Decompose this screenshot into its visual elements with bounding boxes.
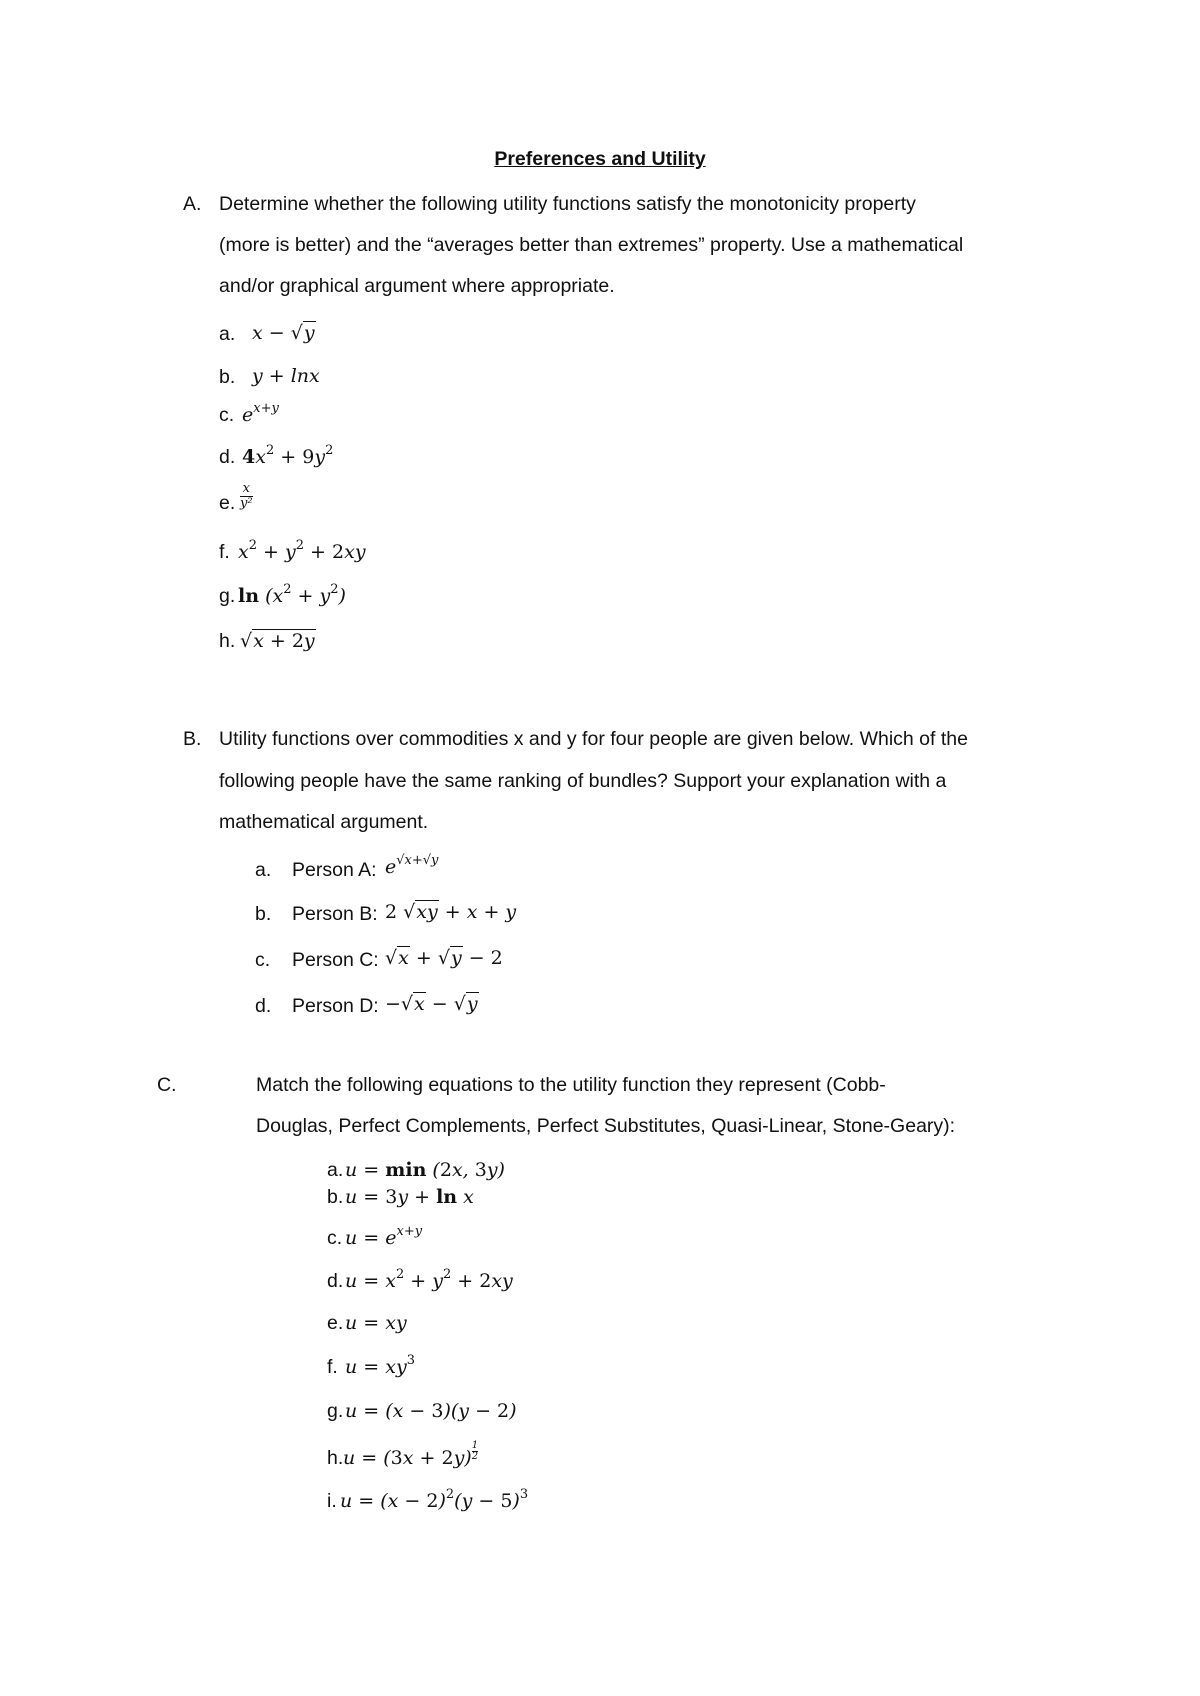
section-a-line-1: Determine whether the following utility functions satisfy the monotonicity property xyxy=(219,193,916,215)
section-c-item-f-expr: $u = xy^3$ xyxy=(345,1353,415,1378)
section-a-item-e-label: e. xyxy=(219,492,236,514)
section-b-item-b-expr: 2 √xy + x + y xyxy=(385,901,517,923)
section-a-item-b-expr: y + lnx xyxy=(252,365,320,387)
section-c-item-e-label: e. xyxy=(327,1312,344,1334)
section-c-item-e-expr: u = xy xyxy=(345,1312,407,1334)
section-c-item-c-expr: $u = e^{x+y}$ xyxy=(345,1224,423,1249)
section-c-item-a-expr: u = min (2x, 3y) xyxy=(345,1159,505,1181)
section-b-item-b-person: Person B: xyxy=(292,903,378,925)
section-b-item-d-person: Person D: xyxy=(292,995,379,1017)
section-c-item-g-label: g. xyxy=(327,1400,344,1422)
section-a-item-c-label: c. xyxy=(219,404,235,426)
section-b-item-c-expr: √x + √y − 2 xyxy=(385,947,503,969)
section-b-marker: B. xyxy=(183,728,202,750)
section-c-item-c-label: c. xyxy=(327,1227,343,1249)
section-a-item-d-label: d. xyxy=(219,446,236,468)
section-a-item-a-expr: x − √y xyxy=(252,322,315,344)
section-a-item-c-expr: $e^{x+y}$ xyxy=(242,401,279,426)
section-a-item-h-label: h. xyxy=(219,630,236,652)
section-c-item-d-expr: $u = x^2 + y^2 + 2xy$ xyxy=(345,1267,513,1292)
section-a-item-f-expr: $x^2 + y^2 + 2xy$ xyxy=(238,538,366,563)
section-b-item-d-expr: −√x − √y xyxy=(385,993,478,1015)
page-title: Preferences and Utility xyxy=(494,148,706,170)
section-b-line-3: mathematical argument. xyxy=(219,811,429,833)
section-a-marker: A. xyxy=(183,193,202,215)
section-c-item-i-expr: $u = (x - 2)^2(y - 5)^3$ xyxy=(340,1487,529,1512)
section-c-item-f-label: f. xyxy=(327,1356,338,1378)
section-a-item-g-label: g. xyxy=(219,585,236,607)
section-a-item-h-expr: √x + 2y xyxy=(240,630,315,652)
section-b-line-1: Utility functions over commodities x and y for four people are given below. Which of the xyxy=(219,728,968,750)
section-a-item-b-label: b. xyxy=(219,366,236,388)
section-c-line-1: Match the following equations to the utility function they represent (Cobb- xyxy=(256,1074,886,1096)
section-c-item-g-expr: u = (x − 3)(y − 2) xyxy=(345,1400,517,1422)
section-a-item-g-expr: $\ln (x^2 + y^2)$ xyxy=(238,582,346,607)
section-a-line-2: (more is better) and the “averages better than extremes” property. Use a mathematical xyxy=(219,234,964,256)
section-c-item-b-expr: u = 3y + ln x xyxy=(345,1186,474,1208)
section-b-item-a-person: Person A: xyxy=(292,859,377,881)
section-b-item-c-person: Person C: xyxy=(292,949,379,971)
section-b-item-a-expr: $e^{√x+√y}$ xyxy=(385,853,439,878)
section-b-item-c-label: c. xyxy=(255,949,271,971)
section-a-item-a-label: a. xyxy=(219,323,236,345)
section-c-item-h-label: h. xyxy=(327,1447,344,1469)
section-c-marker: C. xyxy=(157,1074,177,1096)
section-b-item-d-label: d. xyxy=(255,995,272,1017)
section-c-line-2: Douglas, Perfect Complements, Perfect Substitutes, Quasi-Linear, Stone-Geary): xyxy=(256,1115,956,1137)
section-b-item-b-label: b. xyxy=(255,903,272,925)
section-a-item-d-expr: $4x^2 + 9y^2$ xyxy=(242,443,334,468)
section-c-item-d-label: d. xyxy=(327,1270,344,1292)
section-c-item-b-label: b. xyxy=(327,1186,344,1208)
section-c-item-a-label: a. xyxy=(327,1159,344,1181)
section-b-item-a-label: a. xyxy=(255,859,272,881)
section-a-item-e-expr: $\frac{x}{\text{y²}}$ xyxy=(240,481,253,511)
section-a-item-f-label: f. xyxy=(219,541,230,563)
section-c-item-i-label: i. xyxy=(327,1490,337,1512)
section-a-line-3: and/or graphical argument where appropriate. xyxy=(219,275,615,297)
section-c-item-h-expr: u = (3x + 2y) $\frac{1}{2}$ xyxy=(343,1440,479,1469)
section-b-line-2: following people have the same ranking of bundles? Support your explanation with a xyxy=(219,770,947,792)
